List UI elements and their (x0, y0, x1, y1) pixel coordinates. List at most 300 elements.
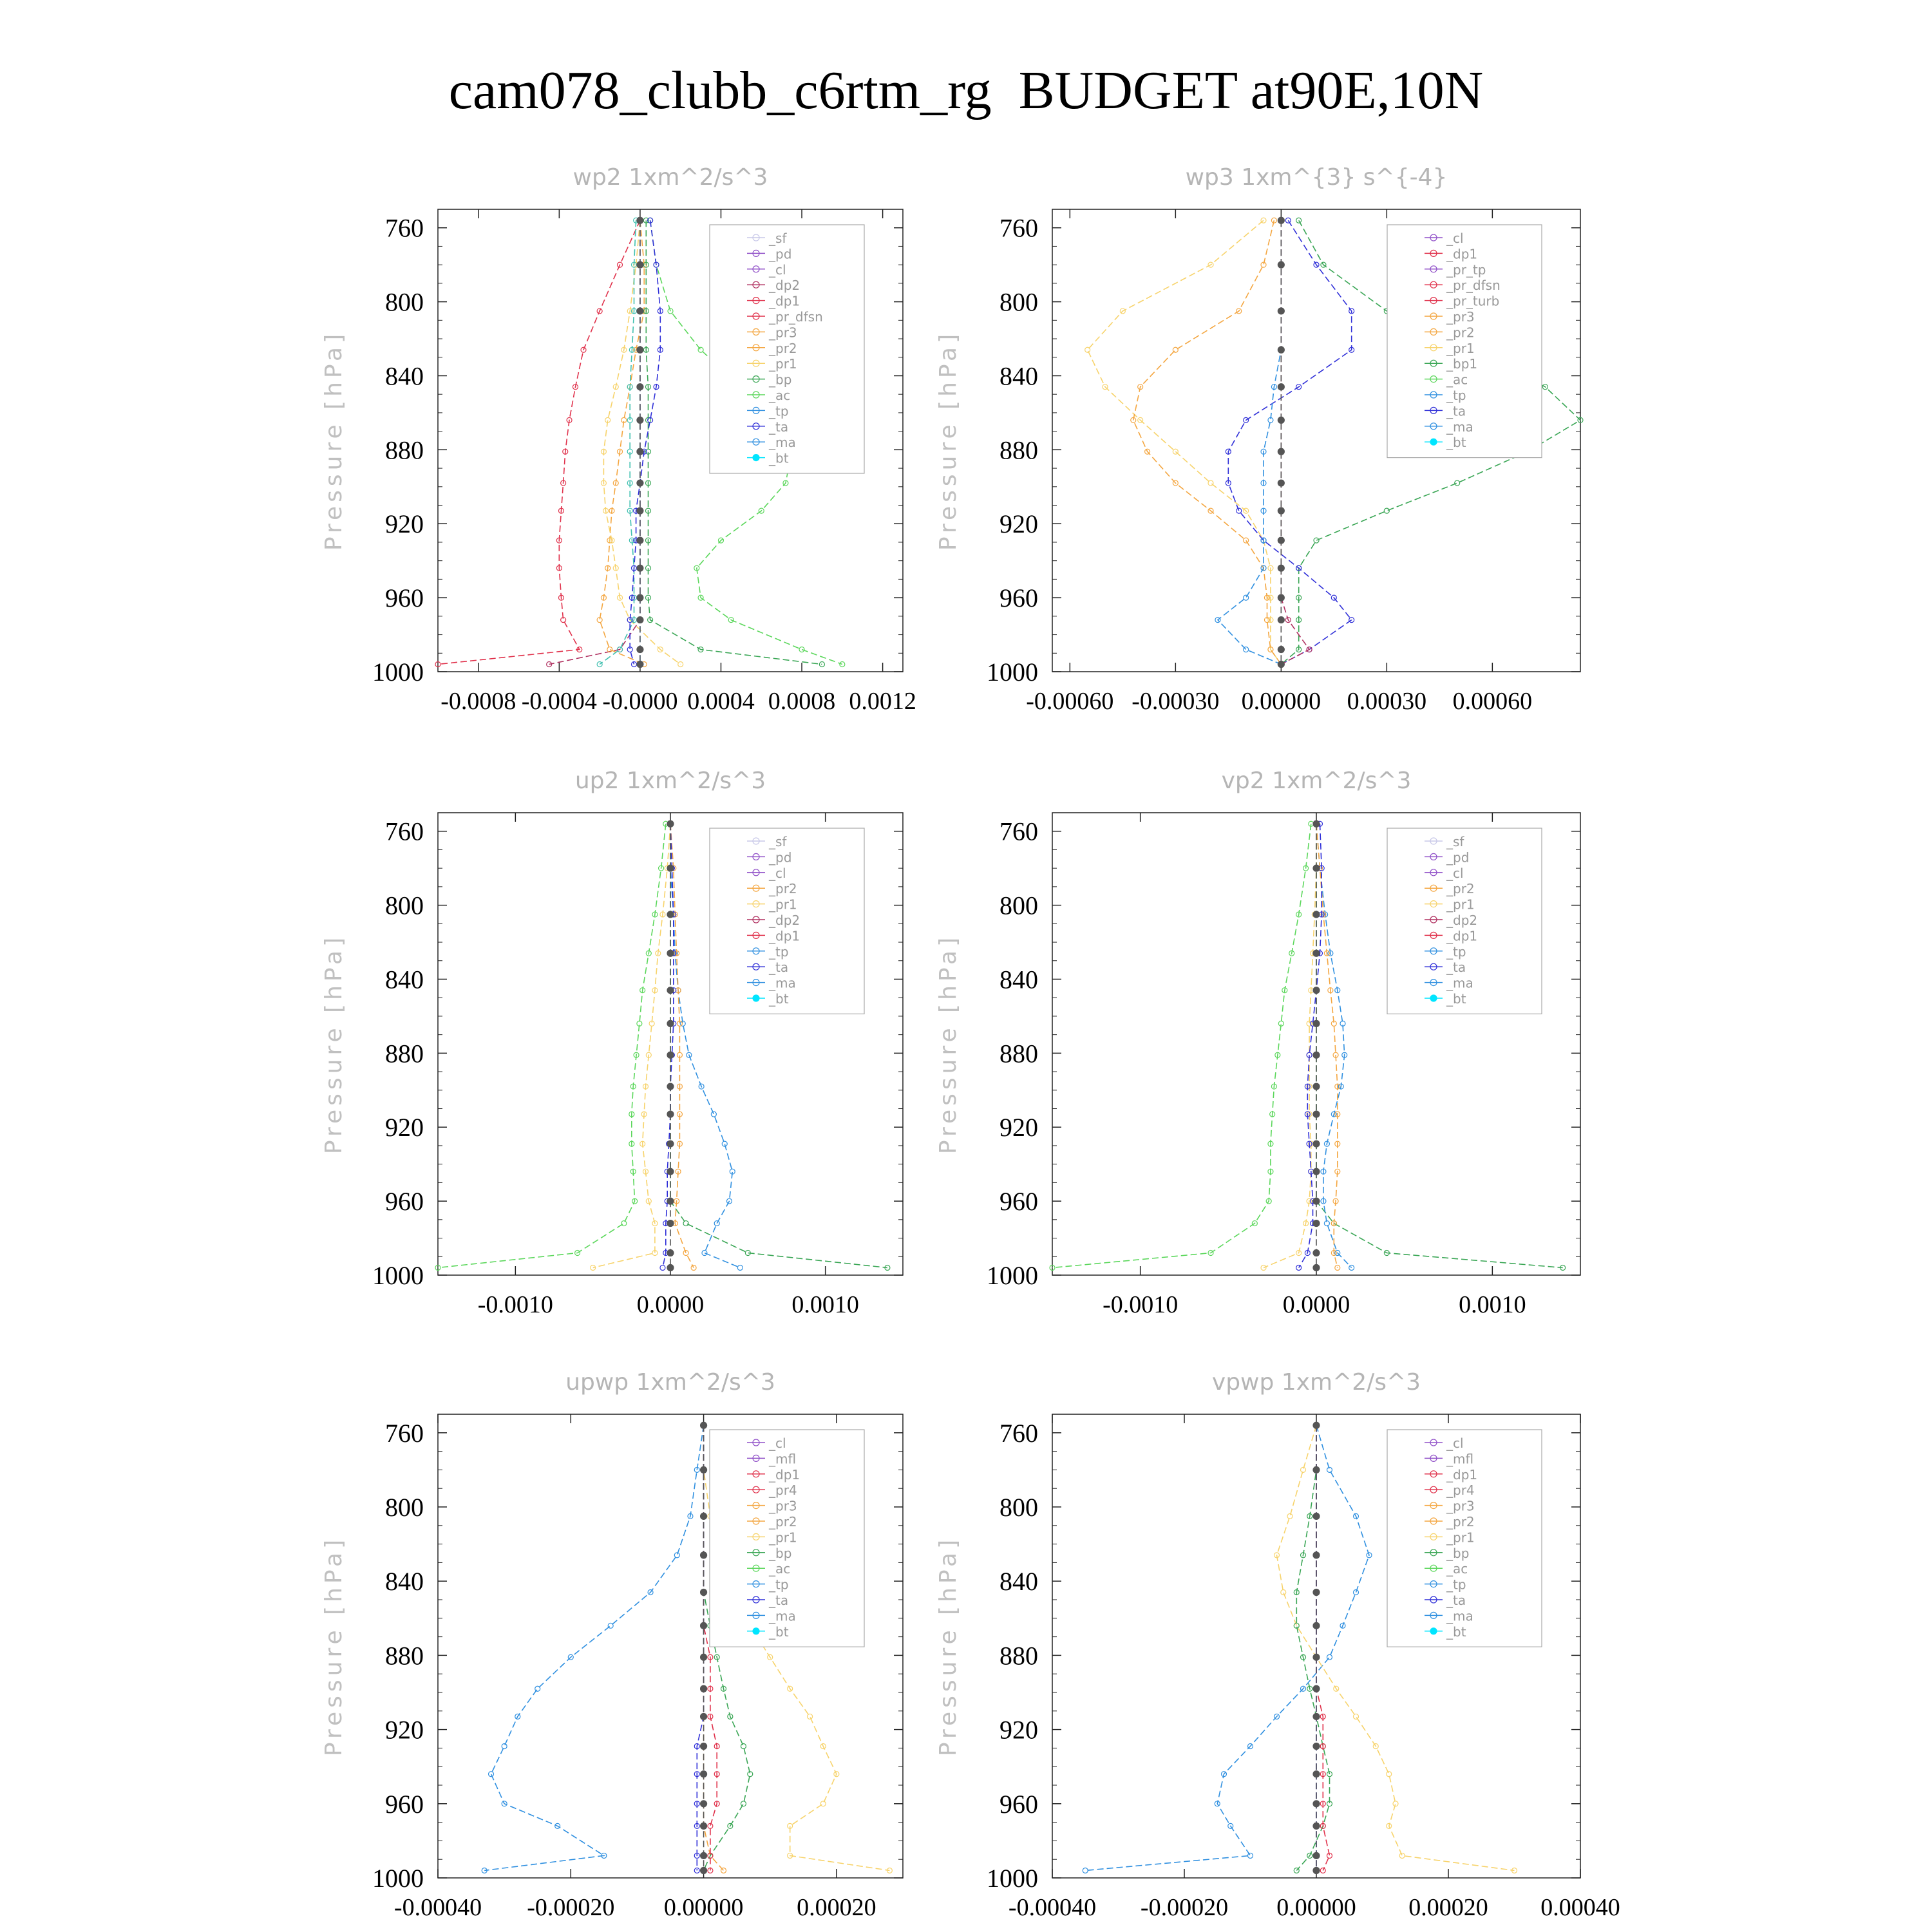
legend-entry: _ac (769, 1561, 791, 1577)
series-line (438, 220, 640, 664)
y-axis-label: Pressure [hPa] (321, 933, 347, 1155)
legend-swatch-marker (753, 1628, 759, 1634)
series-point (1399, 1853, 1405, 1858)
series-point (1313, 1589, 1320, 1595)
series-point (1278, 647, 1284, 653)
series-point (1278, 346, 1284, 353)
chart-title: up2 1xm^2/s^3 (574, 768, 766, 794)
series-point (637, 617, 643, 623)
legend-entry: _ta (769, 1593, 789, 1608)
legend-swatch-marker (1430, 1628, 1437, 1634)
series-point (1281, 1589, 1286, 1595)
chart-title: vp2 1xm^2/s^3 (1221, 768, 1412, 794)
series-point (1327, 1654, 1332, 1660)
series-point (1278, 565, 1284, 571)
y-tick-label: 840 (999, 965, 1038, 994)
series-point (1313, 1685, 1320, 1692)
series-point (1313, 1111, 1320, 1117)
series-point (691, 1265, 696, 1271)
series-point (678, 662, 683, 667)
x-tick-label: 0.00030 (1347, 688, 1427, 715)
chart-panel (321, 1369, 903, 1921)
legend-entry: _pd (1446, 849, 1470, 866)
y-tick-label: 1000 (372, 658, 424, 687)
series-point (667, 1220, 674, 1227)
series-point (667, 987, 674, 994)
series-point (1313, 1823, 1320, 1829)
y-tick-label: 760 (999, 1418, 1038, 1448)
legend-entry: _dp1 (1446, 246, 1478, 262)
y-tick-label: 920 (385, 1113, 424, 1142)
y-tick-label: 800 (999, 891, 1038, 920)
legend-entry: _dp1 (1446, 928, 1478, 944)
series-point (1244, 647, 1249, 652)
series-point (637, 261, 643, 268)
legend-entry: _tp (769, 1577, 789, 1593)
chart-title: wp3 1xm^{3} s^{-4} (1185, 164, 1448, 191)
legend-entry: _pr2 (1446, 325, 1475, 341)
series-point (840, 662, 845, 667)
series-point (701, 1513, 707, 1519)
x-tick-label: -0.0008 (440, 688, 516, 715)
legend-entry: _dp1 (769, 293, 800, 309)
series-point (1278, 261, 1284, 268)
series-line (549, 220, 640, 664)
y-tick-label: 840 (999, 361, 1038, 391)
series-point (1244, 595, 1249, 600)
y-axis-label: Pressure [hPa] (321, 330, 347, 551)
series-point (1313, 1801, 1320, 1807)
series-point (608, 1623, 613, 1628)
series-point (535, 1686, 540, 1691)
y-tick-label: 840 (999, 1567, 1038, 1596)
chart-panel (321, 768, 903, 1318)
series-point (1313, 1020, 1320, 1027)
y-axis-label: Pressure [hPa] (321, 1535, 347, 1757)
series-point (1278, 617, 1284, 623)
series-point (1320, 1868, 1325, 1873)
x-tick-label: 0.00020 (1408, 1894, 1488, 1921)
series-point (1314, 538, 1319, 543)
legend-entry: _cl (1446, 1435, 1464, 1451)
legend-entry: _pr1 (769, 1530, 797, 1546)
series-point (1083, 1868, 1088, 1873)
legend-swatch-marker (1430, 995, 1437, 1001)
series-point (1313, 1466, 1320, 1473)
series-point (637, 217, 643, 223)
series-point (1313, 1513, 1320, 1519)
series-point (1313, 911, 1320, 918)
y-tick-label: 960 (999, 1789, 1038, 1819)
x-tick-label: -0.00060 (1026, 688, 1114, 715)
series-point (701, 1713, 707, 1719)
series-point (667, 1168, 674, 1175)
y-tick-label: 960 (385, 583, 424, 613)
series-point (1313, 1852, 1320, 1859)
series-point (1313, 1654, 1320, 1660)
legend-entry: _ta (1446, 1593, 1466, 1608)
y-tick-label: 800 (999, 287, 1038, 317)
series-point (1384, 508, 1389, 513)
series-point (701, 1771, 707, 1777)
legend-entry: _ac (1446, 1561, 1468, 1577)
series-point (637, 565, 643, 571)
x-tick-label: 0.0010 (1459, 1291, 1526, 1318)
legend-entry: _pd (769, 246, 792, 262)
legend-swatch-marker (753, 995, 759, 1001)
series-point (1278, 308, 1284, 314)
y-tick-label: 880 (385, 435, 424, 465)
y-tick-label: 880 (999, 1039, 1038, 1068)
series-point (667, 1141, 674, 1147)
series-point (1313, 1743, 1320, 1750)
series-point (637, 480, 643, 486)
x-tick-label: 0.00020 (797, 1894, 876, 1921)
series-point (637, 308, 643, 314)
series-line (1085, 1425, 1369, 1870)
legend-entry: _pr_dfsn (1446, 278, 1501, 294)
series-point (701, 1552, 707, 1558)
legend-entry: _ma (769, 975, 796, 991)
legend-entry: _bp (769, 372, 792, 388)
y-tick-label: 920 (385, 509, 424, 539)
x-tick-label: 0.0004 (687, 688, 755, 715)
legend-entry: _bp1 (1446, 356, 1478, 372)
y-tick-label: 920 (385, 1715, 424, 1745)
legend-swatch-marker (1430, 439, 1437, 445)
x-tick-label: 0.0010 (791, 1291, 859, 1318)
series-point (667, 1265, 674, 1271)
legend-entry: _sf (769, 834, 787, 849)
series-point (711, 1112, 716, 1117)
y-tick-label: 880 (999, 435, 1038, 465)
series-line (1281, 220, 1309, 664)
series-point (1248, 1853, 1253, 1858)
legend-entry: _mfl (1446, 1451, 1474, 1467)
legend-entry: _cl (769, 865, 786, 881)
series-point (741, 1801, 746, 1806)
series-point (701, 1823, 707, 1829)
y-tick-label: 960 (385, 1187, 424, 1217)
series-point (1313, 1867, 1320, 1873)
legend-entry: _bt (1446, 991, 1466, 1007)
series-point (1313, 1250, 1320, 1256)
legend-entry: _pr2 (769, 881, 797, 897)
legend-entry: _bt (769, 450, 789, 466)
legend-entry: _pr3 (769, 1498, 797, 1514)
y-tick-label: 800 (385, 287, 424, 317)
series-point (637, 507, 643, 514)
series-point (637, 537, 643, 544)
legend-entry: _tp (769, 943, 789, 960)
legend-entry: _cl (769, 261, 786, 278)
y-tick-label: 960 (999, 583, 1038, 613)
series-point (1313, 1141, 1320, 1147)
series-point (667, 911, 674, 918)
x-tick-label: 0.00000 (1276, 1894, 1356, 1921)
legend-entry: _dp1 (769, 1466, 800, 1482)
legend-entry: _pr1 (769, 356, 797, 372)
y-tick-label: 960 (385, 1789, 424, 1819)
series-point (1387, 1772, 1392, 1777)
y-tick-label: 760 (999, 817, 1038, 846)
legend-entry: _pr2 (769, 1514, 797, 1530)
y-axis-label: Pressure [hPa] (935, 330, 961, 551)
series-point (1313, 1220, 1320, 1227)
series-point (489, 1772, 494, 1777)
legend-entry: _pr_dfsn (769, 309, 823, 325)
legend-entry: _ac (1446, 372, 1468, 388)
series-point (1313, 865, 1320, 871)
legend-entry: _ta (1446, 403, 1466, 419)
series-point (1313, 950, 1320, 956)
chart-title: upwp 1xm^2/s^3 (565, 1369, 775, 1396)
series-point (1313, 1052, 1320, 1058)
series-point (1278, 217, 1284, 223)
series-point (1313, 1552, 1320, 1558)
page-title: cam078_clubb_c6rtm_rg BUDGET at90E,10N (448, 61, 1484, 120)
y-tick-label: 760 (385, 1418, 424, 1448)
legend-entry: _ta (769, 419, 789, 435)
series-point (1313, 1422, 1320, 1428)
legend-entry: _dp1 (769, 928, 800, 944)
legend-entry: _pr_turb (1446, 293, 1500, 309)
legend-entry: _pr1 (769, 896, 797, 913)
series-line (1052, 824, 1311, 1267)
series-point (701, 1422, 707, 1428)
series-point (1278, 661, 1284, 668)
legend-entry: _ma (769, 435, 796, 451)
series-point (637, 661, 643, 668)
series-point (1085, 347, 1090, 352)
legend-entry: _pr3 (769, 325, 797, 341)
x-tick-label: -0.00030 (1132, 688, 1220, 715)
y-tick-label: 800 (385, 891, 424, 920)
legend-entry: _pr4 (1446, 1482, 1475, 1499)
legend-entry: _pr1 (1446, 1530, 1475, 1546)
legend-entry: _ma (1446, 1608, 1473, 1624)
series-point (1278, 448, 1284, 455)
y-tick-label: 960 (999, 1187, 1038, 1217)
series-point (1313, 820, 1320, 827)
y-tick-label: 1000 (987, 1864, 1038, 1893)
series-point (667, 1020, 674, 1027)
series-point (701, 1685, 707, 1692)
y-tick-label: 840 (385, 965, 424, 994)
series-point (819, 662, 824, 667)
series-point (1244, 538, 1249, 543)
series-point (701, 1801, 707, 1807)
series-point (1313, 1168, 1320, 1175)
legend-entry: _bp (1446, 1545, 1470, 1561)
chart-panel (321, 164, 916, 715)
chart-panel (935, 1369, 1620, 1921)
series-point (667, 950, 674, 956)
legend-entry: _ma (1446, 419, 1473, 435)
series-point (667, 1052, 674, 1058)
legend-entry: _pr2 (1446, 1514, 1475, 1530)
series-point (1354, 1714, 1359, 1719)
chart-panel (935, 768, 1580, 1318)
legend-entry: _dp2 (769, 278, 800, 294)
legend-entry: _sf (769, 231, 787, 246)
series-point (701, 1589, 707, 1595)
x-tick-label: -0.0010 (477, 1291, 553, 1318)
series-point (637, 417, 643, 423)
series-point (1455, 480, 1460, 486)
legend-entry: _dp2 (1446, 913, 1478, 928)
series-point (502, 1744, 507, 1749)
y-tick-label: 840 (385, 361, 424, 391)
y-tick-label: 800 (999, 1493, 1038, 1522)
series-point (1208, 480, 1213, 486)
series-point (1313, 1622, 1320, 1629)
legend-entry: _tp (1446, 1577, 1466, 1593)
legend-entry: _bt (1446, 435, 1466, 451)
series-point (637, 346, 643, 353)
y-tick-label: 880 (385, 1039, 424, 1068)
series-point (701, 1852, 707, 1859)
legend-entry: _ta (1446, 960, 1466, 976)
y-tick-label: 1000 (987, 1261, 1038, 1290)
series-point (721, 1868, 726, 1873)
series-point (1278, 480, 1284, 486)
legend-entry: _pr3 (1446, 1498, 1475, 1514)
legend-entry: _tp (1446, 943, 1466, 960)
series-line (484, 1425, 703, 1870)
legend-swatch-marker (753, 455, 759, 461)
series-point (667, 1083, 674, 1090)
legend-entry: _pr2 (769, 340, 797, 356)
series-point (1278, 384, 1284, 390)
legend-entry: _bp (769, 1545, 792, 1561)
legend-entry: _dp1 (1446, 1466, 1478, 1482)
x-tick-label: 0.00060 (1452, 688, 1533, 715)
series-point (621, 1221, 627, 1226)
y-tick-label: 1000 (372, 1864, 424, 1893)
legend-entry: _pr2 (1446, 881, 1475, 897)
legend-entry: _pr1 (1446, 896, 1475, 913)
x-tick-label: -0.0004 (521, 688, 597, 715)
series-point (737, 1265, 743, 1271)
series-point (1294, 1868, 1299, 1873)
series-point (683, 1221, 688, 1226)
x-tick-label: 0.0000 (1282, 1291, 1350, 1318)
series-point (1261, 1265, 1266, 1271)
x-tick-label: -0.00020 (1140, 1894, 1229, 1921)
legend-entry: _bt (769, 991, 789, 1007)
series-point (1278, 417, 1284, 423)
series-point (667, 1250, 674, 1256)
series-point (1173, 347, 1178, 352)
series-point (1278, 594, 1284, 601)
series-point (1278, 507, 1284, 514)
x-tick-label: 0.0000 (636, 1291, 705, 1318)
series-point (1296, 1265, 1302, 1271)
legend-entry: _ta (769, 960, 789, 976)
legend-entry: _pd (769, 849, 792, 866)
y-tick-label: 880 (385, 1641, 424, 1671)
legend-entry: _sf (1446, 834, 1464, 849)
x-tick-label: -0.0000 (602, 688, 678, 715)
series-line (1228, 220, 1351, 664)
y-axis-label: Pressure [hPa] (935, 933, 961, 1155)
x-tick-label: -0.00020 (527, 1894, 615, 1921)
series-point (1313, 1713, 1320, 1719)
series-point (820, 1801, 826, 1806)
series-point (698, 347, 703, 352)
series-point (674, 1553, 679, 1558)
series-point (1278, 537, 1284, 544)
y-tick-label: 760 (385, 213, 424, 243)
series-point (1313, 1265, 1320, 1271)
y-axis-label: Pressure [hPa] (935, 1535, 961, 1757)
x-tick-label: 0.00040 (1540, 1894, 1620, 1921)
series-point (637, 384, 643, 390)
series-point (701, 1654, 707, 1660)
series-point (660, 1265, 665, 1271)
x-tick-label: -0.00040 (393, 1894, 482, 1921)
x-tick-label: -0.00040 (1008, 1894, 1097, 1921)
series-point (701, 1622, 707, 1629)
legend-entry: _tp (1446, 388, 1466, 403)
legend-entry: _bt (1446, 1624, 1466, 1640)
series-point (1236, 508, 1242, 513)
y-tick-label: 1000 (987, 658, 1038, 687)
series-point (1313, 1083, 1320, 1090)
y-tick-label: 1000 (372, 1261, 424, 1290)
x-tick-label: 0.00000 (663, 1894, 744, 1921)
legend-entry: _ac (769, 388, 791, 403)
x-tick-label: 0.00000 (1241, 688, 1321, 715)
series-point (701, 1743, 707, 1750)
legend-entry: _pr_tp (1446, 261, 1486, 278)
legend-entry: _pr3 (1446, 309, 1475, 325)
legend-entry: _cl (1446, 865, 1464, 881)
x-tick-label: 0.0012 (849, 688, 916, 715)
y-tick-label: 800 (385, 1493, 424, 1522)
legend-entry: _pr1 (1446, 340, 1475, 356)
series-point (741, 1744, 746, 1749)
chart-title: wp2 1xm^2/s^3 (573, 164, 768, 191)
y-tick-label: 840 (385, 1567, 424, 1596)
chart-title: vpwp 1xm^2/s^3 (1211, 1369, 1421, 1396)
x-tick-label: 0.0008 (768, 688, 836, 715)
x-tick-label: -0.0010 (1103, 1291, 1179, 1318)
y-tick-label: 920 (999, 1113, 1038, 1142)
series-point (1313, 1198, 1320, 1204)
legend-entry: _tp (769, 403, 789, 419)
legend-entry: _cl (1446, 231, 1464, 246)
legend-entry: _dp2 (769, 913, 800, 928)
series-point (1313, 987, 1320, 994)
y-tick-label: 760 (385, 817, 424, 846)
series-point (667, 865, 674, 871)
legend-entry: _mfl (769, 1451, 797, 1467)
y-tick-label: 760 (999, 213, 1038, 243)
y-tick-label: 920 (999, 1715, 1038, 1745)
legend-entry: _ma (769, 1608, 796, 1624)
series-line (1218, 220, 1281, 664)
series-line (1133, 220, 1282, 664)
series-point (667, 1111, 674, 1117)
series-point (702, 1251, 707, 1256)
series-point (637, 647, 643, 653)
series-point (701, 1867, 707, 1873)
chart-panel (935, 164, 1583, 715)
series-point (701, 1466, 707, 1473)
series-point (637, 448, 643, 455)
